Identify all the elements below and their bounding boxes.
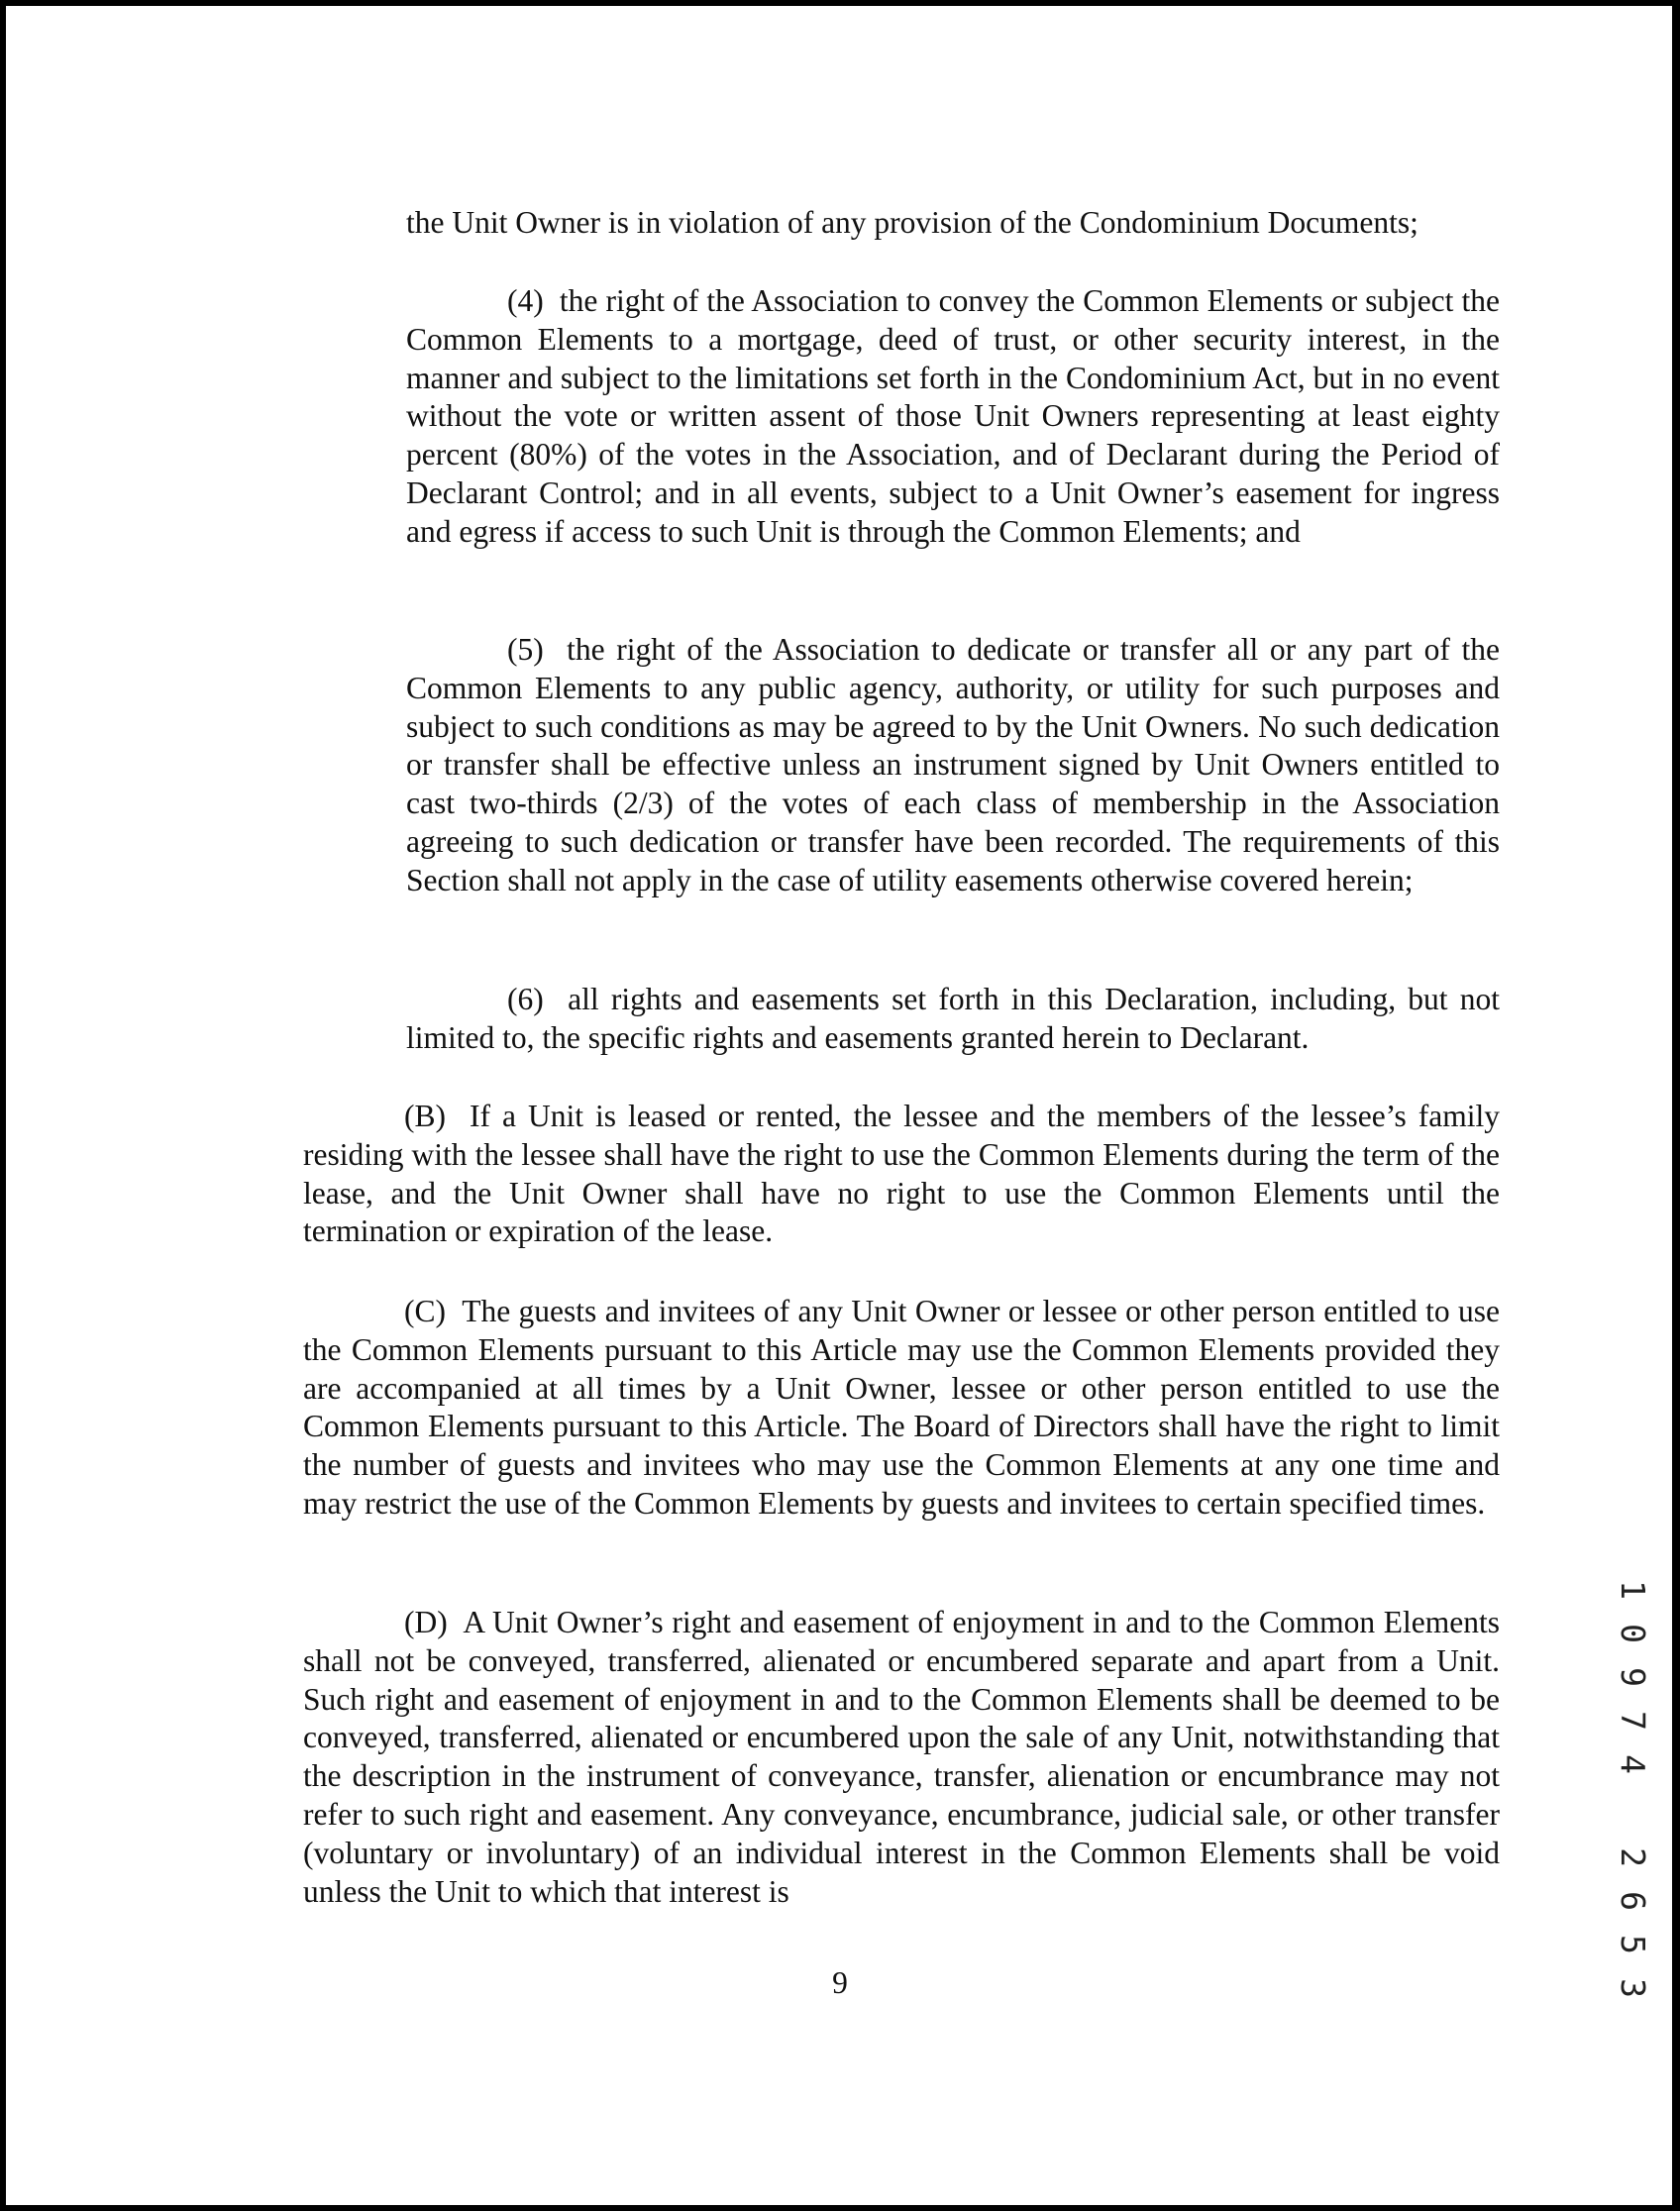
- stamp-digit: 1: [1614, 1580, 1652, 1600]
- document-number-stamp: [1613, 1568, 1652, 2010]
- item-4-paragraph: (4) the right of the Association to convey the Common Elements or subject the Common Elements to a mortgage, deed of trust, or other security interest, in the manner and subject to the limitations set forth in the Condominium Act, but in no event without the vote or written assent of those Unit Owners representing at least eighty percent (80%) of the votes in the Association, and of Declarant during the Period of Declarant Control; and in all events, subject to a Unit Owner’s easement for ingress and egress if access to such Unit is through the Common Elements; and: [406, 283, 1500, 549]
- stamp-digit: 7: [1614, 1711, 1652, 1731]
- stamp-digit: 0: [1614, 1624, 1652, 1643]
- intro-continuation-paragraph: the Unit Owner is in violation of any provision of the Condominium Documents;: [406, 205, 1418, 240]
- stamp-digit: 3: [1614, 1978, 1652, 1998]
- item-6-paragraph: (6) all rights and easements set forth in this Declaration, including, but not limited to, the specific rights and easements granted herein to Declarant.: [406, 982, 1500, 1055]
- page-number: 9: [832, 1965, 848, 2000]
- stamp-digit: 4: [1614, 1754, 1652, 1774]
- document-page: [6, 6, 1672, 2205]
- section-d-paragraph: (D) A Unit Owner’s right and easement of enjoyment in and to the Common Elements shall not be conveyed, transferred, alienated or encumbered separate and apart from a Unit. Such right and easement of enjoyment in and to the Common Elements shall be deemed to be conveyed, transferred, alienated or encumbered upon the sale of any Unit, notwithstanding that the description in the instrument of conveyance, transfer, alienation or encumbrance may not refer to such right and easement. Any conveyance, encumbrance, judicial sale, or other transfer (voluntary or involuntary) of an individual interest in the Common Elements shall be void unless the Unit to which that interest is: [303, 1605, 1500, 1909]
- stamp-digit: 6: [1614, 1891, 1652, 1911]
- stamp-digit: 9: [1614, 1667, 1652, 1687]
- item-5-paragraph: (5) the right of the Association to dedicate or transfer all or any part of the Common Elements to any public agency, authority, or utility for such purposes and subject to such conditions as may be agreed to by the Unit Owners. No such dedication or transfer shall be effective unless an instrument signed by Unit Owners entitled to cast two-thirds (2/3) of the votes of each class of membership in the Association agreeing to such dedication or transfer have been recorded. The requirements of this Section shall not apply in the case of utility easements otherwise covered herein;: [406, 632, 1500, 897]
- section-b-paragraph: (B) If a Unit is leased or rented, the lessee and the members of the lessee’s family residing with the lessee shall have the right to use the Common Elements during the term of the lease, and the Unit Owner shall have no right to use the Common Elements until the termination or expiration of the lease.: [303, 1099, 1500, 1249]
- section-c-paragraph: (C) The guests and invitees of any Unit Owner or lessee or other person entitled to use the Common Elements pursuant to this Article may use the Common Elements provided they are accompanied at all times by a Unit Owner, lessee or other person entitled to use the Common Elements pursuant to this Article. The Board of Directors shall have the right to limit the number of guests and invitees who may use the Common Elements at any one time and may restrict the use of the Common Elements by guests and invitees to certain specified times.: [303, 1294, 1500, 1521]
- stamp-digit: 5: [1614, 1935, 1652, 1954]
- stamp-digit: 2: [1614, 1847, 1652, 1867]
